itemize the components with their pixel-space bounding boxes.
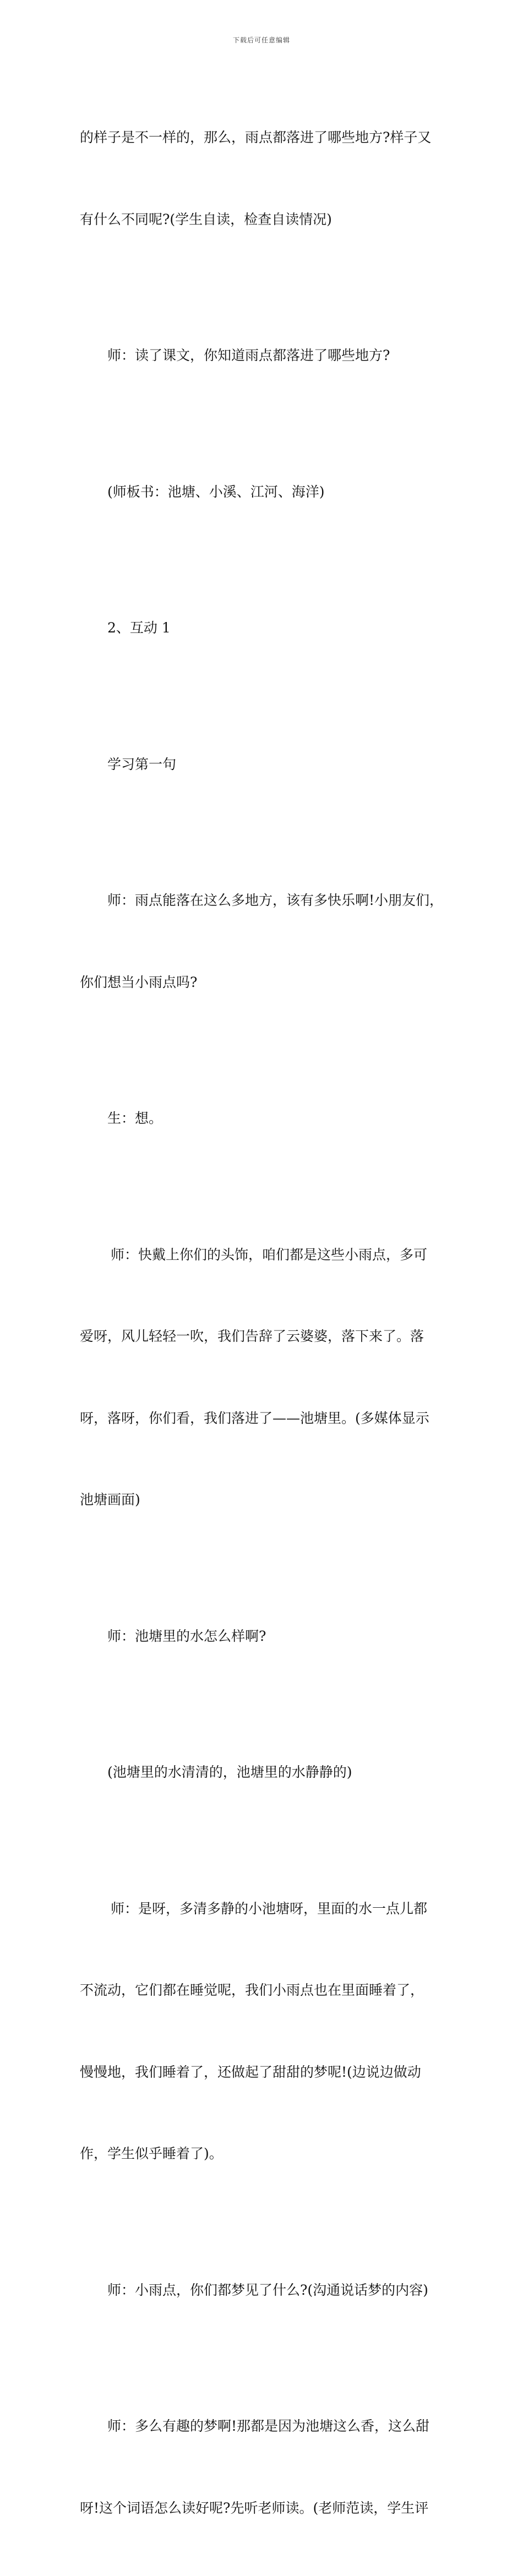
text-line: 师：是呀，多清多静的小池塘呀，里面的水一点儿都 — [111, 1900, 428, 1917]
paragraph-4 — [80, 560, 454, 696]
paragraph-5 — [80, 696, 454, 833]
paragraph-11 — [80, 1841, 454, 2222]
text-line: 池塘画面) — [80, 1492, 140, 1508]
paragraph-9 — [80, 1568, 454, 1705]
page-header: 下载后可任意编辑 — [232, 36, 290, 44]
paragraph-7 — [80, 1050, 454, 1187]
paragraph-13 — [80, 2358, 454, 2576]
document-body — [80, 69, 454, 2576]
paragraph-3 — [80, 424, 454, 560]
text-line: (池塘里的水清清的，池塘里的水静静的) — [107, 1764, 352, 1780]
text-line: 2、互动 1 — [107, 620, 171, 636]
text-line: 的样子是不一样的，那么，雨点都落进了哪些地方?样子又 — [80, 129, 432, 145]
paragraph-6 — [80, 832, 454, 1050]
text-line: 师：快戴上你们的头饰，咱们都是这些小雨点，多可 — [111, 1246, 428, 1263]
paragraph-12 — [80, 2222, 454, 2359]
text-line: 师：雨点能落在这么多地方，该有多快乐啊!小朋友们， — [107, 892, 444, 908]
text-line: 师：小雨点，你们都梦见了什么?(沟通说话梦的内容) — [107, 2282, 428, 2298]
paragraph-8 — [80, 1187, 454, 1568]
text-line: 慢慢地，我们睡着了，还做起了甜甜的梦呢!(边说边做动 — [80, 2064, 421, 2080]
text-line: 呀，落呀，你们看，我们落进了——池塘里。(多媒体显示 — [80, 1410, 429, 1426]
text-line: 师：读了课文，你知道雨点都落进了哪些地方? — [107, 347, 390, 363]
text-line: 学习第一句 — [107, 756, 177, 772]
text-line: 呀!这个词语怎么读好呢?先听老师读。(老师范读，学生评 — [80, 2499, 429, 2516]
paragraph-2 — [80, 287, 454, 424]
text-line: 师：多么有趣的梦啊!那都是因为池塘这么香，这么甜 — [107, 2418, 430, 2434]
text-line: 爱呀，风儿轻轻一吹，我们告辞了云婆婆，落下来了。落 — [80, 1328, 424, 1344]
text-line: 不流动，它们都在睡觉呢，我们小雨点也在里面睡着了， — [80, 1982, 424, 1998]
paragraph-10 — [80, 1704, 454, 1841]
text-line: (师板书：池塘、小溪、江河、海洋) — [107, 483, 325, 500]
paragraph-1 — [80, 69, 454, 287]
text-line: 你们想当小雨点吗? — [80, 974, 198, 990]
text-line: 生：想。 — [107, 1110, 163, 1126]
text-line: 作，学生似乎睡着了)。 — [80, 2146, 223, 2162]
text-line: 师：池塘里的水怎么样啊? — [107, 1628, 266, 1644]
text-line: 有什么不同呢?(学生自读，检查自读情况) — [80, 211, 332, 227]
